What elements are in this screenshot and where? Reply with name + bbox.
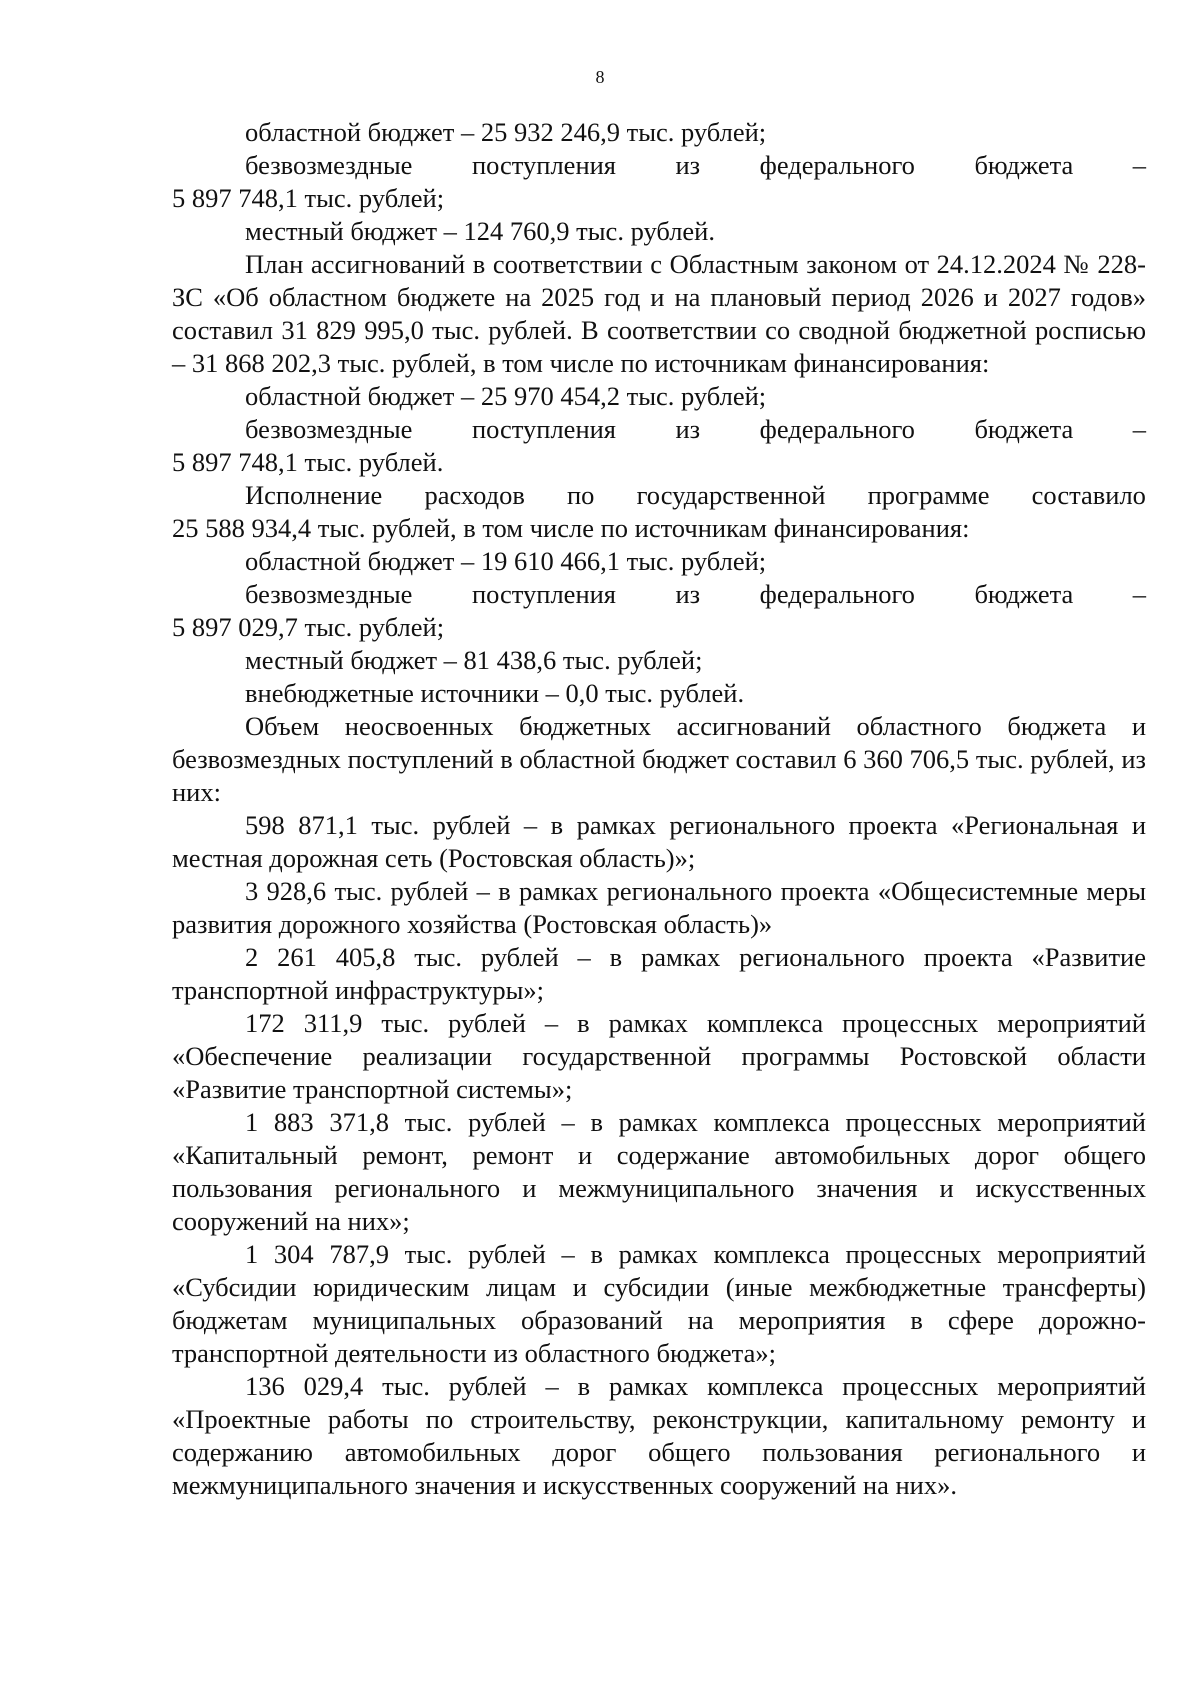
- justified-line: [172, 149, 1146, 182]
- word: расходов: [424, 480, 525, 510]
- word: из: [675, 579, 701, 609]
- word: поступления: [471, 150, 616, 180]
- paragraph-continuation: 25 588 934,4 тыс. рублей, в том числе по источникам финансирования:: [172, 513, 970, 543]
- word: федерального: [759, 414, 915, 444]
- paragraph: областной бюджет – 19 610 466,1 тыс. рублей;: [245, 546, 767, 576]
- word: бюджета: [974, 579, 1074, 609]
- paragraph: 1 304 787,9 тыс. рублей – в рамках комплекса процессных мероприятий «Субсидии юридическим лицам и субсидии (иные межбюджетные трансферты) бюджетам муниципальных образований на мероприятия в сфере дорожно-транспортной деятельности из областного бюджета»;: [172, 1239, 1146, 1368]
- paragraph: областной бюджет – 25 932 246,9 тыс. рублей;: [245, 117, 767, 147]
- justified-line: [172, 479, 1146, 512]
- word: Исполнение: [245, 480, 383, 510]
- word: федерального: [759, 150, 915, 180]
- word: бюджета: [974, 150, 1074, 180]
- paragraph: областной бюджет – 25 970 454,2 тыс. рублей;: [245, 381, 767, 411]
- paragraph: 1 883 371,8 тыс. рублей – в рамках комплекса процессных мероприятий «Капитальный ремонт, ремонт и содержание автомобильных дорог общего пользования регионального и межмуниципального значения и искусственных сооружений на них»;: [172, 1107, 1146, 1236]
- word: по: [567, 480, 595, 510]
- paragraph: внебюджетные источники – 0,0 тыс. рублей.: [245, 678, 745, 708]
- word: безвозмездные: [245, 579, 413, 609]
- paragraph: Объем неосвоенных бюджетных ассигнований областного бюджета и безвозмездных поступлений в областной бюджет составил 6 360 706,5 тыс. рублей, из них:: [172, 711, 1146, 807]
- paragraph: местный бюджет – 81 438,6 тыс. рублей;: [245, 645, 703, 675]
- word: программе: [867, 480, 990, 510]
- word: федерального: [759, 579, 915, 609]
- word: государственной: [636, 480, 826, 510]
- paragraph: План ассигнований в соответствии с Областным законом от 24.12.2024 № 228-ЗС «Об областном бюджете на 2025 год и на плановый период 2026 и 2027 годов» составил 31 829 995,0 тыс. рублей. В соответствии со сводной бюджетной росписью – 31 868 202,3 тыс. рублей, в том числе по источникам финансирования:: [172, 249, 1146, 378]
- word: составило: [1031, 480, 1146, 510]
- paragraph: 598 871,1 тыс. рублей – в рамках регионального проекта «Региональная и местная дорожная сеть (Ростовская область)»;: [172, 810, 1146, 873]
- paragraph-continuation: 5 897 748,1 тыс. рублей.: [172, 447, 444, 477]
- document-body: [172, 116, 1146, 1502]
- paragraph: 3 928,6 тыс. рублей – в рамках регионального проекта «Общесистемные меры развития дорожного хозяйства (Ростовская область)»: [172, 876, 1146, 939]
- word: из: [675, 414, 701, 444]
- paragraph-continuation: 5 897 029,7 тыс. рублей;: [172, 612, 445, 642]
- word: безвозмездные: [245, 150, 413, 180]
- paragraph: 172 311,9 тыс. рублей – в рамках комплекса процессных мероприятий «Обеспечение реализации государственной программы Ростовской области «Развитие транспортной системы»;: [172, 1008, 1146, 1104]
- paragraph: 2 261 405,8 тыс. рублей – в рамках регионального проекта «Развитие транспортной инфраструктуры»;: [172, 942, 1146, 1005]
- word: –: [1132, 414, 1146, 444]
- word: –: [1132, 579, 1146, 609]
- justified-line: [172, 578, 1146, 611]
- word: поступления: [471, 414, 616, 444]
- word: поступления: [471, 579, 616, 609]
- word: безвозмездные: [245, 414, 413, 444]
- paragraph: местный бюджет – 124 760,9 тыс. рублей.: [245, 216, 715, 246]
- justified-line: [172, 413, 1146, 446]
- paragraph: 136 029,4 тыс. рублей – в рамках комплекса процессных мероприятий «Проектные работы по строительству, реконструкции, капитальному ремонту и содержанию автомобильных дорог общего пользования регионального и межмуниципального значения и искусственных сооружений на них».: [172, 1371, 1146, 1500]
- word: –: [1132, 150, 1146, 180]
- page-number: 8: [595, 67, 605, 87]
- paragraph-continuation: 5 897 748,1 тыс. рублей;: [172, 183, 445, 213]
- word: бюджета: [974, 414, 1074, 444]
- word: из: [675, 150, 701, 180]
